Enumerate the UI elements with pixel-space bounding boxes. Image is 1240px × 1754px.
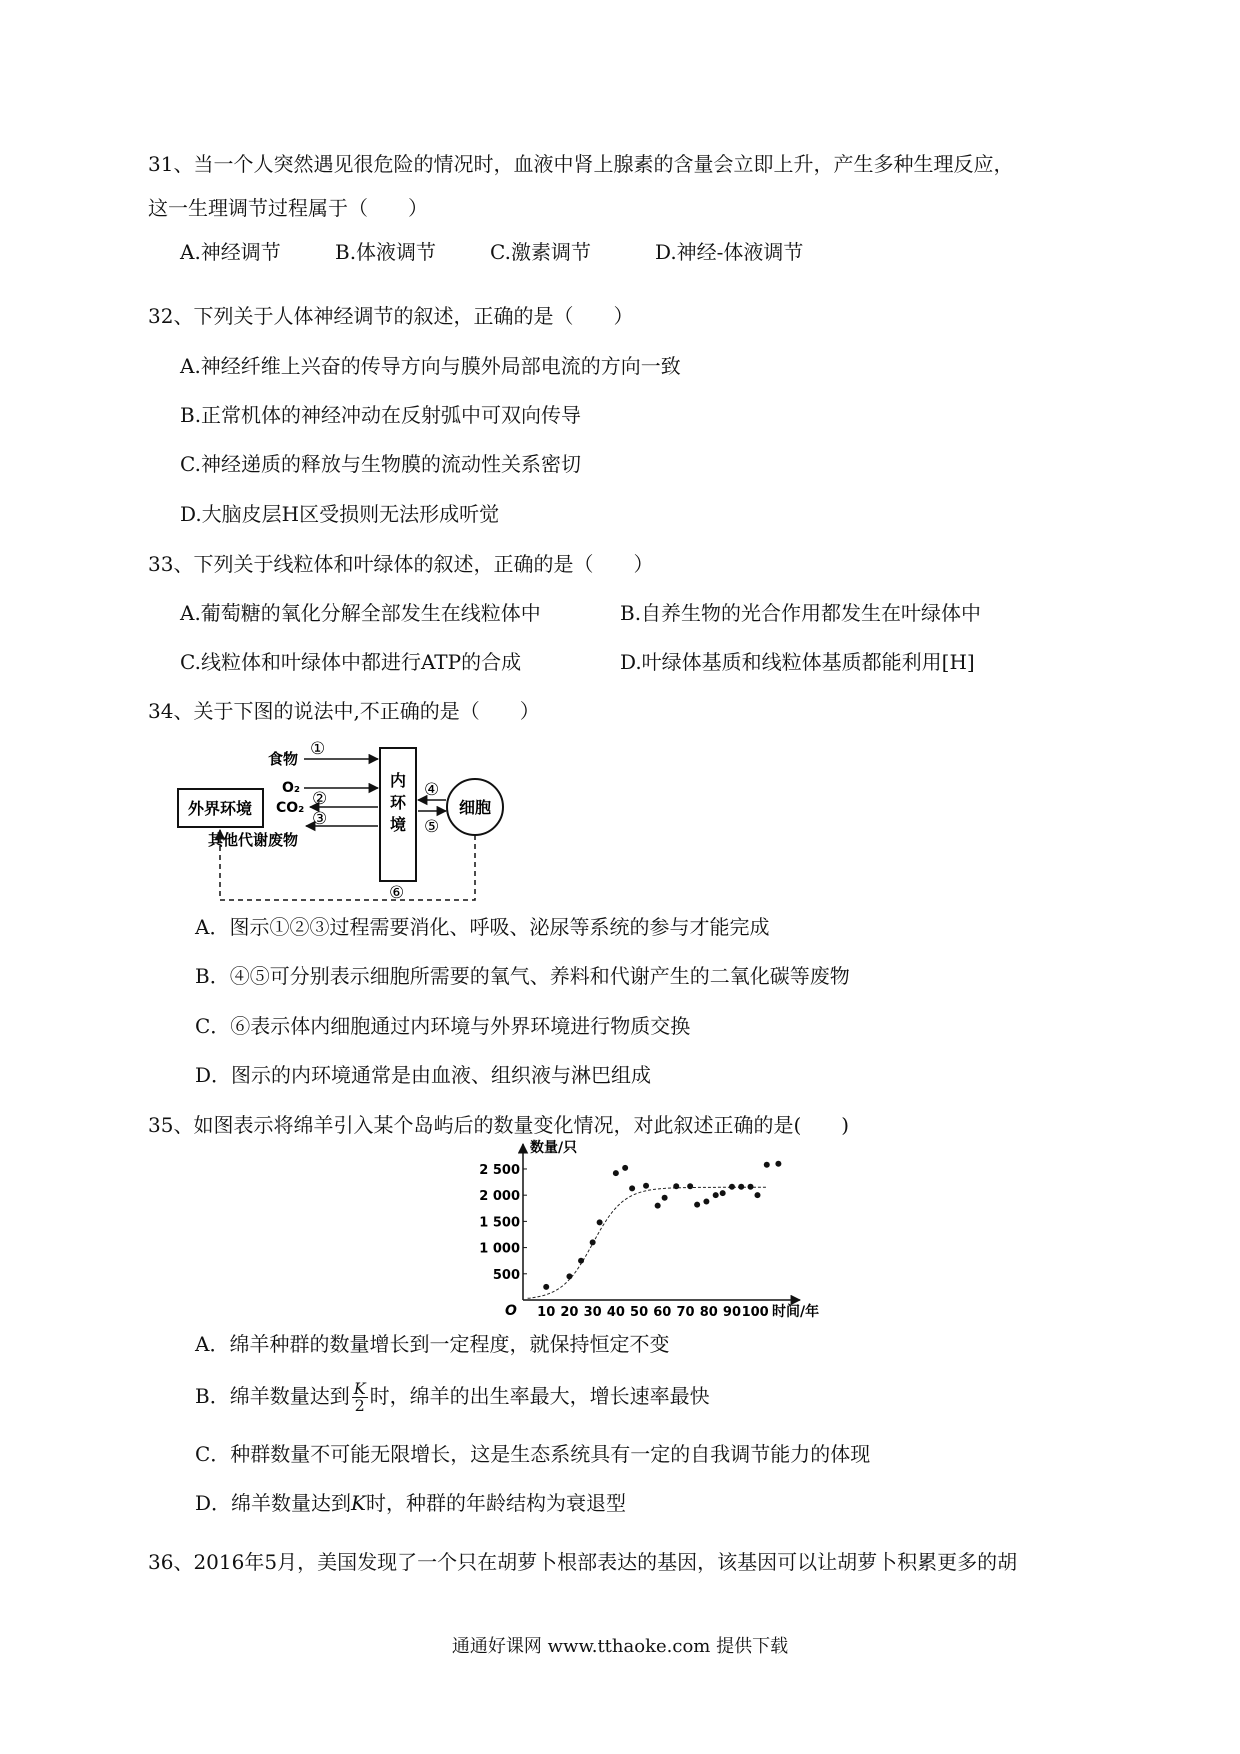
inner-env-char-2: 环 xyxy=(389,793,407,812)
q31-option-d: D.神经-体液调节 xyxy=(655,240,804,264)
q34-option-b: B．④⑤可分别表示细胞所需要的氧气、养料和代谢产生的二氧化碳等废物 xyxy=(195,964,850,988)
q33-option-d: D.叶绿体基质和线粒体基质都能利用[H] xyxy=(620,650,975,674)
q35-option-b xyxy=(195,1376,710,1416)
data-point xyxy=(543,1284,549,1290)
x-tick-label: 100 xyxy=(741,1305,769,1320)
n1-label: ① xyxy=(310,739,326,759)
k-over-2-fraction xyxy=(352,1381,368,1414)
q34-option-d: D．图示的内环境通常是由血液、组织液与淋巴组成 xyxy=(195,1063,652,1087)
data-point xyxy=(613,1170,619,1176)
data-point xyxy=(754,1192,760,1198)
data-point xyxy=(729,1184,735,1190)
q31-option-c: C.激素调节 xyxy=(490,240,591,264)
logistic-curve xyxy=(528,1187,767,1298)
inner-env-char-3: 境 xyxy=(389,815,407,834)
page-footer: 通通好课网 www.tthaoke.com 提供下载 xyxy=(451,1636,789,1657)
fraction-numerator: K xyxy=(353,1379,366,1398)
other-waste-label: 其他代谢废物 xyxy=(208,831,299,849)
x-tick-label: 50 xyxy=(630,1305,649,1320)
co2-label: CO₂ xyxy=(276,800,305,816)
y-tick-label: 2 500 xyxy=(479,1162,520,1178)
q34-stem: 34、关于下图的说法中,不正确的是（ ） xyxy=(148,699,540,723)
data-point xyxy=(655,1203,661,1209)
data-point xyxy=(662,1195,668,1201)
n3-label: ③ xyxy=(312,809,328,829)
data-point xyxy=(694,1202,700,1208)
q35-option-b-post: 时，绵羊的出生率最大，增长速率最快 xyxy=(369,1384,710,1408)
n5-label: ⑤ xyxy=(424,817,440,837)
q34-option-a: A．图示①②③过程需要消化、呼吸、泌尿等系统的参与才能完成 xyxy=(195,915,770,939)
n6-label: ⑥ xyxy=(389,883,405,903)
q36-stem: 36、2016年5月，美国发现了一个只在胡萝卜根部表达的基因，该基因可以让胡萝卜积累更多的胡 xyxy=(148,1550,1018,1574)
y-tick-label: 1 500 xyxy=(479,1215,520,1231)
x-tick-label: 80 xyxy=(699,1305,718,1320)
data-points xyxy=(543,1161,781,1290)
y-tick-label: 2 000 xyxy=(479,1189,520,1205)
data-point xyxy=(629,1185,635,1191)
data-point xyxy=(764,1162,770,1168)
q32-option-b: B.正常机体的神经冲动在反射弧中可双向传导 xyxy=(180,403,582,427)
data-point xyxy=(643,1183,649,1189)
y-ticks xyxy=(479,1163,527,1283)
q35-option-d-k: K xyxy=(351,1491,366,1515)
q35-option-d-pre: D．绵羊数量达到 xyxy=(195,1491,352,1515)
data-point xyxy=(713,1192,719,1198)
data-point xyxy=(687,1183,693,1189)
x-tick-label: 10 xyxy=(537,1305,556,1320)
x-axis-label: 时间/年 xyxy=(772,1304,820,1320)
x-ticks xyxy=(537,1305,769,1320)
origin-label: O xyxy=(505,1303,517,1319)
q35-option-d xyxy=(195,1489,626,1517)
q35-stem: 35、如图表示将绵羊引入某个岛屿后的数量变化情况，对此叙述正确的是( ) xyxy=(148,1113,850,1137)
data-point xyxy=(748,1184,754,1190)
cell-label: 细胞 xyxy=(458,798,492,817)
data-point xyxy=(622,1165,628,1171)
data-point xyxy=(566,1273,572,1279)
q32-option-a: A.神经纤维上兴奋的传导方向与膜外局部电流的方向一致 xyxy=(180,354,681,378)
o2-label: O₂ xyxy=(282,780,301,796)
data-point xyxy=(597,1219,603,1225)
n4-label: ④ xyxy=(424,780,440,800)
y-tick-label: 500 xyxy=(492,1267,520,1283)
q32-option-d: D.大脑皮层H区受损则无法形成听觉 xyxy=(180,502,500,526)
sheep-population-chart xyxy=(479,1138,830,1320)
inner-env-char-1: 内 xyxy=(389,771,407,790)
data-point xyxy=(738,1184,744,1190)
q32-option-c: C.神经递质的释放与生物膜的流动性关系密切 xyxy=(180,452,581,476)
q35-option-a: A．绵羊种群的数量增长到一定程度，就保持恒定不变 xyxy=(195,1332,670,1356)
q31-stem-line1: 31、当一个人突然遇见很危险的情况时，血液中肾上腺素的含量会立即上升，产生多种生理反应， xyxy=(148,152,1014,176)
outer-env-label: 外界环境 xyxy=(187,799,253,818)
internal-environment-diagram xyxy=(170,740,510,905)
q35-option-d-post: 时，种群的年龄结构为衰退型 xyxy=(366,1491,626,1515)
q33-option-b: B.自养生物的光合作用都发生在叶绿体中 xyxy=(620,601,982,625)
data-point xyxy=(590,1239,596,1245)
q34-option-c: C．⑥表示体内细胞通过内环境与外界环境进行物质交换 xyxy=(195,1014,691,1038)
n2-label: ② xyxy=(312,789,328,809)
q31-option-a: A.神经调节 xyxy=(180,240,281,264)
x-tick-label: 20 xyxy=(560,1305,579,1320)
data-point xyxy=(578,1258,584,1264)
x-tick-label: 70 xyxy=(676,1305,695,1320)
q33-option-c: C.线粒体和叶绿体中都进行ATP的合成 xyxy=(180,650,522,674)
x-tick-label: 30 xyxy=(583,1305,602,1320)
q32-stem: 32、下列关于人体神经调节的叙述，正确的是（ ） xyxy=(148,304,634,328)
food-label: 食物 xyxy=(268,750,299,768)
data-point xyxy=(720,1190,726,1196)
data-point xyxy=(775,1161,781,1167)
x-tick-label: 40 xyxy=(606,1305,625,1320)
x-tick-label: 90 xyxy=(722,1305,742,1320)
q33-stem: 33、下列关于线粒体和叶绿体的叙述，正确的是（ ） xyxy=(148,552,654,576)
y-axis-label: 数量/只 xyxy=(530,1140,578,1156)
data-point xyxy=(703,1198,709,1204)
q31-stem-line2: 这一生理调节过程属于（ ） xyxy=(148,196,428,220)
q31-options xyxy=(0,238,1240,266)
q35-option-b-pre: B．绵羊数量达到 xyxy=(195,1384,350,1408)
x-tick-label: 60 xyxy=(653,1305,672,1320)
fraction-denominator: 2 xyxy=(354,1396,365,1415)
q35-option-c: C．种群数量不可能无限增长，这是生态系统具有一定的自我调节能力的体现 xyxy=(195,1442,871,1466)
y-tick-label: 1 000 xyxy=(479,1241,520,1257)
q33-option-a: A.葡萄糖的氧化分解全部发生在线粒体中 xyxy=(180,601,541,625)
data-point xyxy=(673,1183,679,1189)
q31-option-b: B.体液调节 xyxy=(335,240,437,264)
